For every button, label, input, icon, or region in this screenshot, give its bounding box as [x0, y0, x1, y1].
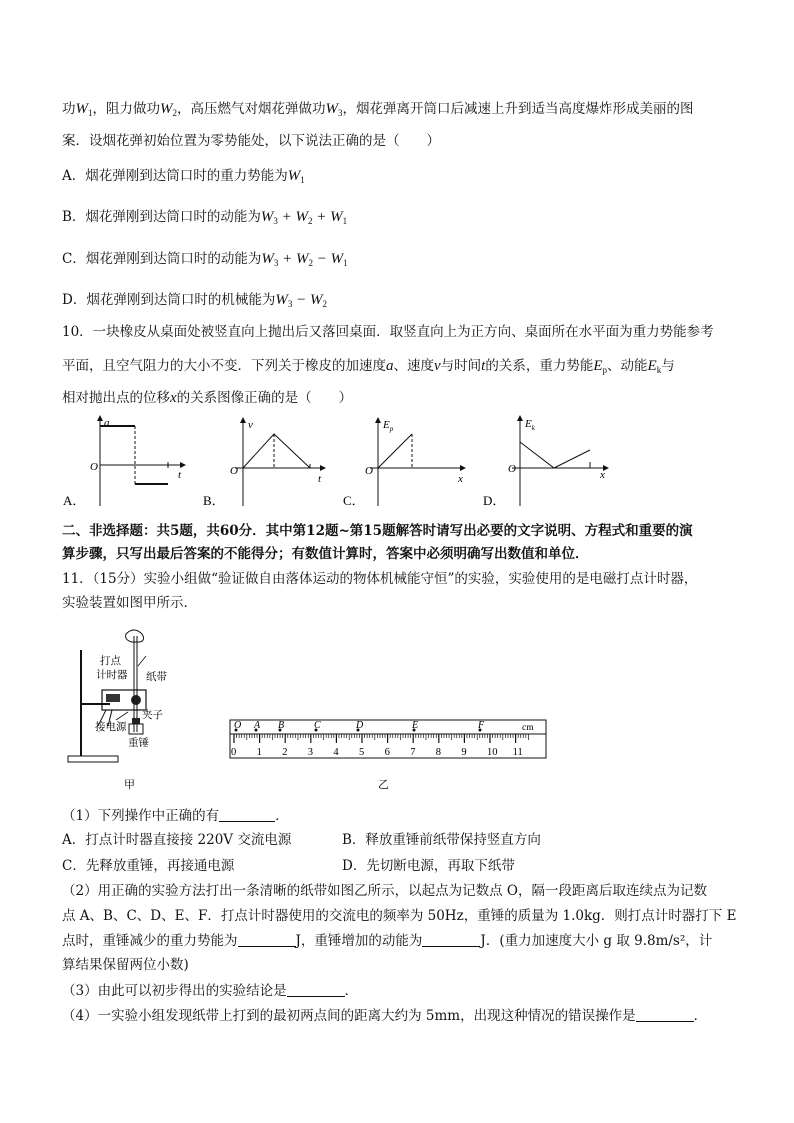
graph-c-axis-x: x — [458, 473, 463, 485]
tape-point-C: C — [314, 720, 321, 731]
tape-point-D: D — [356, 720, 364, 731]
tape-point-O: O — [234, 720, 242, 731]
answer-blank-5[interactable] — [636, 1007, 694, 1022]
tape-point-A: A — [254, 720, 261, 731]
ruler-label-9: 9 — [461, 747, 467, 758]
label-power: 接电源 — [95, 722, 127, 733]
label-tape: 纸带 — [146, 672, 167, 683]
graph-d-axis-x: x — [600, 469, 605, 481]
graph-d-curve — [520, 442, 590, 468]
q9-stem-line1: 功$W_1$，阻力做功$W_2$，高压燃气对烟花弹做功$W_3$，烟花弹离开筒口后减速上升到适当高度爆炸形成美丽的图 — [62, 101, 694, 118]
graph-c-axis-y: $E_p$ — [383, 419, 394, 433]
answer-blank-4[interactable] — [287, 982, 345, 997]
section2-heading-line1: 二、非选择题：共5题，共60分．其中第12题~第15题解答时请写出必要的文字说明、方程式和重要的演 — [62, 523, 693, 539]
q11-sub2-line3: 点时，重锤减少的重力势能为 J，重锤增加的动能为 J．(重力加速度大小 g 取 9.8m/s²，计 — [62, 933, 713, 949]
graph-d — [483, 416, 608, 508]
q9-option-c: C．烟花弹刚到达筒口时的动能为$W_3 + W_2 - W_1$ — [62, 251, 348, 268]
label-timer-2: 计时器 — [96, 670, 128, 681]
ruler-label-11: 11 — [512, 747, 523, 758]
q9-option-d: D．烟花弹刚到达筒口时的机械能为$W_3 - W_2$ — [62, 292, 327, 309]
tape-unit: cm — [522, 723, 534, 733]
figure-jia-apparatus — [62, 626, 192, 792]
q11-sub1-option-c: C．先释放重锤，再接通电源 — [62, 858, 235, 874]
answer-blank-3[interactable] — [422, 932, 480, 947]
q11-sub1-option-b: B．释放重锤前纸带保持竖直方向 — [342, 832, 541, 848]
ruler-label-2: 2 — [282, 747, 288, 758]
graph-c — [343, 418, 465, 508]
graph-d-axis-y: $E_k$ — [525, 418, 535, 432]
q11-sub2-line4: 算结果保留两位小数) — [62, 957, 189, 973]
answer-blank-2[interactable] — [238, 932, 296, 947]
graph-a — [63, 416, 185, 508]
q9-option-b: B．烟花弹刚到达筒口时的动能为$W_3 + W_2 + W_1$ — [62, 209, 348, 226]
q10-stem-line2: 平面，且空气阻力的大小不变．下列关于橡皮的加速度a、速度v与时间t的关系，重力势能$E_p$、动能$E_k$与 — [62, 358, 675, 375]
graph-d-origin: O — [508, 463, 516, 475]
ruler-label-10: 10 — [487, 747, 498, 758]
section2-heading-line2: 算步骤，只写出最后答案的不能得分；有数值计算时，答案中必须明确写出数值和单位． — [62, 546, 589, 562]
q11-sub4: （4）一实验小组发现纸带上打到的最初两点间的距离大约为 5mm，出现这种情况的错误操作是 ． — [62, 1008, 708, 1024]
label-timer-1: 打点 — [100, 656, 121, 667]
ruler-label-5: 5 — [359, 747, 365, 758]
graph-a-origin: O — [90, 461, 98, 473]
graph-b-curve — [243, 434, 310, 468]
ruler-label-7: 7 — [410, 747, 416, 758]
label-clip: 夹子 — [142, 710, 163, 721]
answer-blank-1[interactable] — [219, 807, 275, 822]
weight-icon — [129, 724, 143, 734]
label-weight: 重锤 — [128, 738, 149, 749]
ruler-label-0: 0 — [231, 747, 237, 758]
q11-stem-line2: 实验装置如图甲所示． — [62, 595, 197, 611]
figure-yi-tape-ruler — [228, 714, 558, 794]
q10-stem-line1: 10．一块橡皮从桌面处被竖直向上抛出后又落回桌面．取竖直向上为正方向、桌面所在水平面为重力势能参考 — [62, 324, 714, 340]
caption-jia: 甲 — [124, 779, 135, 791]
q9-option-a: A．烟花弹刚到达筒口时的重力势能为$W_1$ — [62, 168, 305, 185]
q11-sub1-option-d: D．先切断电源，再取下纸带 — [342, 858, 515, 874]
graph-c-curve — [378, 434, 412, 468]
graph-c-label: C． — [343, 493, 365, 508]
graph-b-axis-y: v — [248, 419, 253, 431]
tape-point-F: F — [478, 720, 485, 731]
caption-yi: 乙 — [378, 779, 389, 791]
graph-b-axis-x: t — [318, 473, 322, 485]
graph-c-origin: O — [365, 465, 373, 477]
graph-b-origin: O — [230, 465, 238, 477]
tape-point-B: B — [278, 720, 285, 731]
q11-stem-line1: 11．（15分）实验小组做“验证做自由落体运动的物体机械能守恒”的实验，实验使用的是电磁打点计时器， — [62, 571, 698, 587]
graph-a-axis-x: t — [178, 469, 182, 481]
ruler-label-1: 1 — [256, 747, 262, 758]
q10-graphs — [60, 412, 640, 512]
graph-a-axis-y: a — [104, 417, 110, 429]
tape-point-E: E — [412, 720, 419, 731]
ruler-label-6: 6 — [384, 747, 390, 758]
ruler-label-3: 3 — [307, 747, 314, 758]
q10-stem-line3: 相对抛出点的位移x的关系图像正确的是（ ） — [62, 390, 353, 406]
graph-d-label: D． — [483, 493, 506, 508]
ruler-label-8: 8 — [435, 747, 442, 758]
q11-sub1: （1）下列操作中正确的有 ． — [62, 808, 289, 824]
q11-sub2-line1: （2）用正确的实验方法打出一条清晰的纸带如图乙所示，以起点为记数点 O，隔一段距离后取连续点为记数 — [62, 883, 707, 899]
q11-sub2-line2: 点 A、B、C、D、E、F．打点计时器使用的交流电的频率为 50Hz，重锤的质量为 1.0kg．则打点计时器打下 E — [62, 908, 737, 924]
q11-sub3: （3）由此可以初步得出的实验结论是 ． — [62, 983, 359, 999]
graph-b-label: B． — [203, 493, 225, 508]
q11-sub1-option-a: A．打点计时器直接接 220V 交流电源 — [62, 832, 292, 848]
q9-stem-line2: 案．设烟花弹初始位置为零势能处，以下说法正确的是（ ） — [62, 133, 440, 149]
graph-b — [203, 418, 325, 508]
graph-a-label: A． — [63, 493, 86, 508]
ruler-label-4: 4 — [333, 747, 339, 758]
